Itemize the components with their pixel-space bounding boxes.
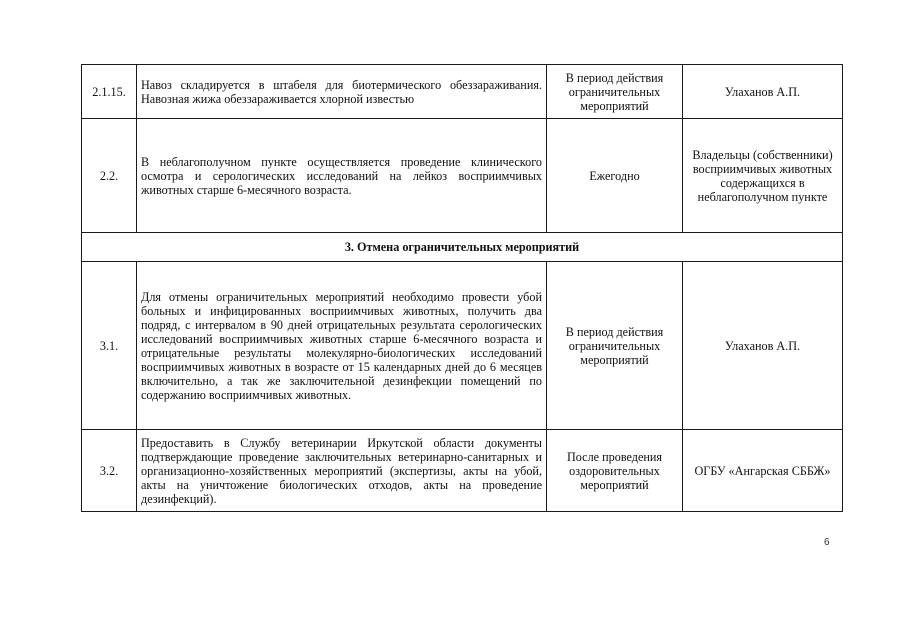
row-number: 2.1.15.: [82, 65, 137, 119]
measure-description: Предоставить в Службу ветеринарии Иркутской области документы подтверждающие проведение заключительных ветеринарно-санитарных и организационно-хозяйственных мероприятий (экспертизы, акты на убой, акты на уничтожение биологических отходов, акты на проведение дезинфекций).: [137, 430, 547, 512]
table-row: [82, 430, 843, 512]
measure-timing: В период действия ограничительных мероприятий: [547, 262, 683, 430]
table-row: [82, 262, 843, 430]
measure-timing: После проведения оздоровительных мероприятий: [547, 430, 683, 512]
measure-description: Навоз складируется в штабеля для биотермического обеззараживания. Навозная жижа обеззараживается хлорной известью: [137, 65, 547, 119]
measure-responsible: Владельцы (собственники) восприимчивых животных содержащихся в неблагополучном пункте: [683, 119, 843, 233]
table-row: [82, 65, 843, 119]
section-header-row: [82, 233, 843, 262]
row-number: 3.1.: [82, 262, 137, 430]
row-number: 3.2.: [82, 430, 137, 512]
measure-timing: В период действия ограничительных мероприятий: [547, 65, 683, 119]
measure-description: Для отмены ограничительных мероприятий необходимо провести убой больных и инфицированных восприимчивых животных, получить два подряд, с интервалом в 90 дней отрицательных результата серологических исследований восприимчивых животных старше 6-месячного возраста и отрицательные результаты молекулярно-биологических исследований восприимчивых животных в возрасте от 15 календарных дней до 6 месяцев включительно, а так же заключительной дезинфекции помещений по содержанию восприимчивых животных.: [137, 262, 547, 430]
measure-responsible: Улаханов А.П.: [683, 262, 843, 430]
measures-table: [81, 64, 843, 512]
page-number: 6: [824, 537, 830, 548]
measure-responsible: Улаханов А.П.: [683, 65, 843, 119]
measure-timing: Ежегодно: [547, 119, 683, 233]
measure-description: В неблагополучном пункте осуществляется проведение клинического осмотра и серологических исследований на лейкоз восприимчивых животных старше 6-месячного возраста.: [137, 119, 547, 233]
table-row: [82, 119, 843, 233]
row-number: 2.2.: [82, 119, 137, 233]
section-title: 3. Отмена ограничительных мероприятий: [82, 233, 843, 262]
measure-responsible: ОГБУ «Ангарская СББЖ»: [683, 430, 843, 512]
